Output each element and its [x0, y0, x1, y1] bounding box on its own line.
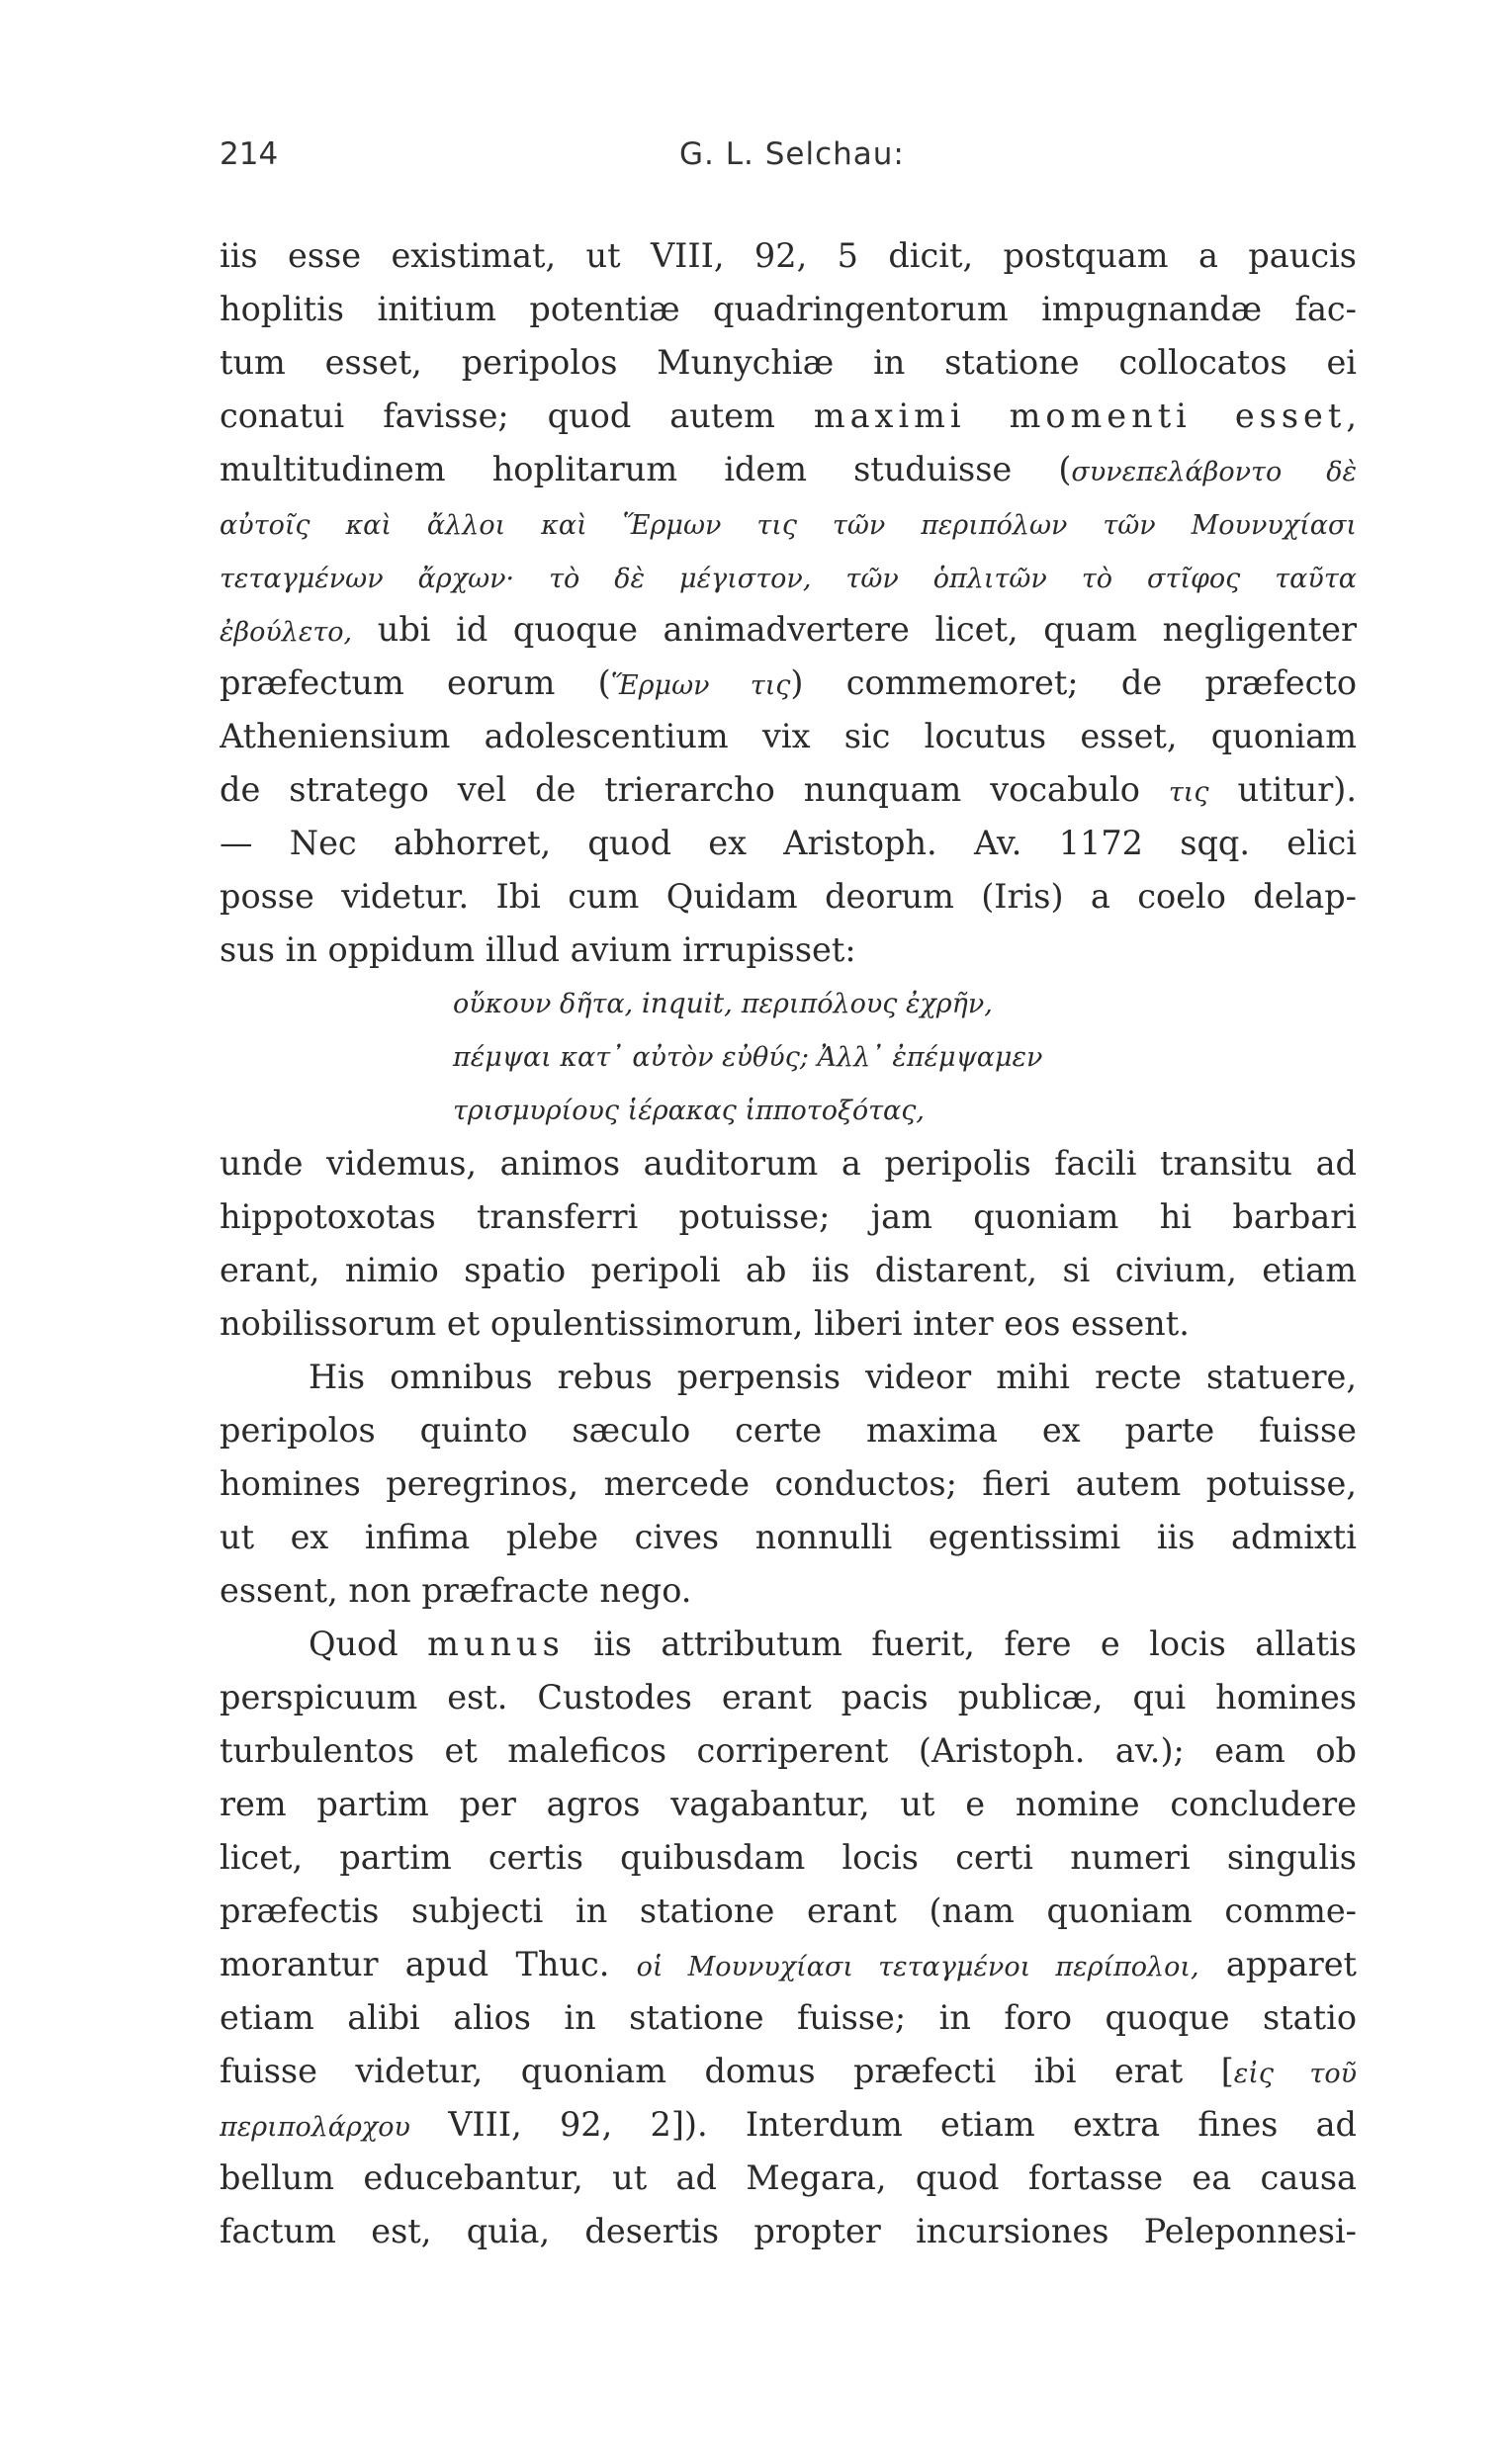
text-segment: præfectum eorum ( — [220, 663, 611, 702]
text-segment: multitudinem hoplitarum idem studuisse ( — [220, 450, 1072, 488]
text-segment: utitur). — [1208, 770, 1357, 809]
text-segment: fuisse videtur, quoniam domus præfecti ibi erat [ — [220, 2052, 1234, 2090]
text-segment: perspicuum est. Custodes erant pacis publicæ, qui homines — [220, 1678, 1357, 1716]
text-line — [220, 924, 1357, 977]
text-segment: apparet — [1198, 1945, 1357, 1983]
text-line — [220, 1297, 1357, 1351]
text-segment: homines peregrinos, mercede conductos; fieri autem potuisse, — [220, 1464, 1357, 1503]
text-line — [220, 336, 1357, 390]
text-line — [220, 1938, 1357, 1991]
greek-text: ἐβούλετο, — [220, 617, 353, 648]
text-segment: licet, partim certis quibusdam locis certi numeri singulis — [220, 1838, 1357, 1877]
text-line — [220, 763, 1357, 817]
text-segment: sus in oppidum illud avium irrupisset: — [220, 930, 856, 969]
text-segment: hoplitis initium potentiæ quadringentorum impugnandæ fac- — [220, 290, 1357, 328]
text-line — [220, 1885, 1357, 1938]
page-number: 214 — [220, 136, 279, 172]
text-line — [220, 1778, 1357, 1831]
greek-text: εἰς τοῦ — [1233, 2059, 1357, 2089]
text-segment: rem partim per agros vagabantur, ut e nomine concludere — [220, 1785, 1357, 1823]
text-line — [220, 1190, 1357, 1244]
text-line — [220, 283, 1357, 336]
text-line — [220, 817, 1357, 870]
text-line — [220, 2098, 1357, 2152]
text-segment: posse videtur. Ibi cum Quidam deorum (Iris) a coelo delap- — [220, 877, 1357, 916]
text-line — [220, 1511, 1357, 1564]
text-line — [220, 2205, 1357, 2258]
text-segment: turbulentos et maleficos corriperent (Aristoph. av.); eam ob — [220, 1731, 1357, 1770]
text-line — [220, 870, 1357, 924]
greek-text: οὔκουν δῆτα, — [453, 989, 642, 1019]
text-segment: etiam alibi alios in statione fuisse; in foro quoque statio — [220, 1998, 1357, 2037]
text-line — [220, 443, 1357, 496]
text-segment: Quod — [309, 1625, 428, 1663]
page-header — [220, 136, 1357, 186]
text-segment: hippotoxotas transferri potuisse; jam quoniam hi barbari — [220, 1197, 1357, 1236]
text-line — [220, 1671, 1357, 1724]
text-line — [220, 657, 1357, 710]
text-line — [220, 1457, 1357, 1511]
greek-text: Ἕρμων τις — [610, 670, 791, 701]
text-segment: VIII, 92, 2]). Interdum etiam extra fines ad — [409, 2105, 1357, 2144]
text-segment: iis attributum fuerit, fere e locis allatis — [564, 1625, 1357, 1663]
spaced-text: maximi momenti esset — [813, 396, 1347, 435]
greek-text: τις — [1168, 777, 1209, 808]
text-line — [220, 1244, 1357, 1297]
greek-text: τεταγμένων ἄρχων· τὸ δὲ μέγιστον, τῶν ὁπλιτῶν τὸ στῖφος ταῦτα — [220, 564, 1357, 594]
text-segment: ) commemoret; de præfecto — [790, 663, 1357, 702]
text-line — [220, 1137, 1357, 1190]
verse-line — [220, 1030, 1357, 1084]
text-segment: — Nec abhorret, quod ex Aristoph. Av. 1172 sqq. elici — [220, 824, 1357, 862]
running-title: G. L. Selchau: — [679, 136, 905, 172]
text-line — [220, 550, 1357, 603]
text-segment: ut ex infima plebe cives nonnulli egentissimi iis admixti — [220, 1518, 1357, 1556]
greek-text: οἱ Μουνυχίασι τεταγμένοι περίπολοι, — [636, 1952, 1199, 1982]
text-segment: peripolos quinto sæculo certe maxima ex parte fuisse — [220, 1411, 1357, 1450]
text-segment: de stratego vel de trierarcho nunquam vocabulo — [220, 770, 1169, 809]
text-line — [220, 1564, 1357, 1618]
text-line — [220, 2045, 1357, 2098]
text-line — [220, 1991, 1357, 2045]
text-segment: nobilissorum et opulentissimorum, liberi inter eos essent. — [220, 1304, 1190, 1343]
text-segment: morantur apud Thuc. — [220, 1945, 637, 1983]
text-segment: ubi id quoque animadvertere licet, quam negligenter — [352, 610, 1357, 649]
text-line — [220, 2152, 1357, 2205]
greek-text: περιπολάρχου — [220, 2112, 410, 2143]
text-segment: iis esse existimat, ut VIII, 92, 5 dicit, postquam a paucis — [220, 236, 1357, 275]
text-segment: tum esset, peripolos Munychiæ in statione collocatos ei — [220, 343, 1357, 382]
verse-line — [220, 977, 1357, 1030]
text-line — [220, 229, 1357, 283]
greek-text: πέμψαι κατ᾽ αὐτὸν εὐθύς; Ἀλλ᾽ ἐπέμψαμεν — [453, 1042, 1043, 1073]
text-line — [220, 603, 1357, 657]
text-segment: , — [1346, 396, 1357, 435]
text-line — [220, 1724, 1357, 1778]
text-segment: præfectis subjecti in statione erant (nam quoniam comme- — [220, 1892, 1357, 1930]
text-segment: essent, non præfracte nego. — [220, 1571, 692, 1610]
greek-text: αὐτοῖς καὶ ἄλλοι καὶ Ἕρμων τις τῶν περιπόλων τῶν Μουνυχίασι — [220, 510, 1357, 541]
spaced-text: munus — [427, 1625, 565, 1663]
body-text — [220, 229, 1357, 2258]
text-segment: inquit, — [641, 987, 742, 1019]
text-segment: conatui favisse; quod autem — [220, 396, 814, 435]
text-line — [220, 496, 1357, 550]
text-segment: His omnibus rebus perpensis videor mihi recte statuere, — [309, 1358, 1357, 1396]
greek-text: περιπόλους ἐχρῆν, — [741, 989, 993, 1019]
text-line — [220, 1618, 1357, 1671]
greek-text: τρισμυρίους ἱέρακας ἱπποτοξότας, — [453, 1096, 925, 1126]
text-segment: erant, nimio spatio peripoli ab iis distarent, si civium, etiam — [220, 1251, 1357, 1289]
text-segment: bellum educebantur, ut ad Megara, quod fortasse ea causa — [220, 2158, 1357, 2197]
verse-line — [220, 1084, 1357, 1137]
text-line — [220, 710, 1357, 763]
text-line — [220, 390, 1357, 443]
text-line — [220, 1351, 1357, 1404]
text-segment: unde videmus, animos auditorum a peripolis facili transitu ad — [220, 1144, 1357, 1183]
text-segment: factum est, quia, desertis propter incursiones Peleponnesi- — [220, 2212, 1357, 2250]
greek-text: συνεπελάβοντο δὲ — [1071, 457, 1357, 487]
text-line — [220, 1831, 1357, 1885]
text-segment: Atheniensium adolescentium vix sic locutus esset, quoniam — [220, 717, 1357, 755]
text-line — [220, 1404, 1357, 1457]
